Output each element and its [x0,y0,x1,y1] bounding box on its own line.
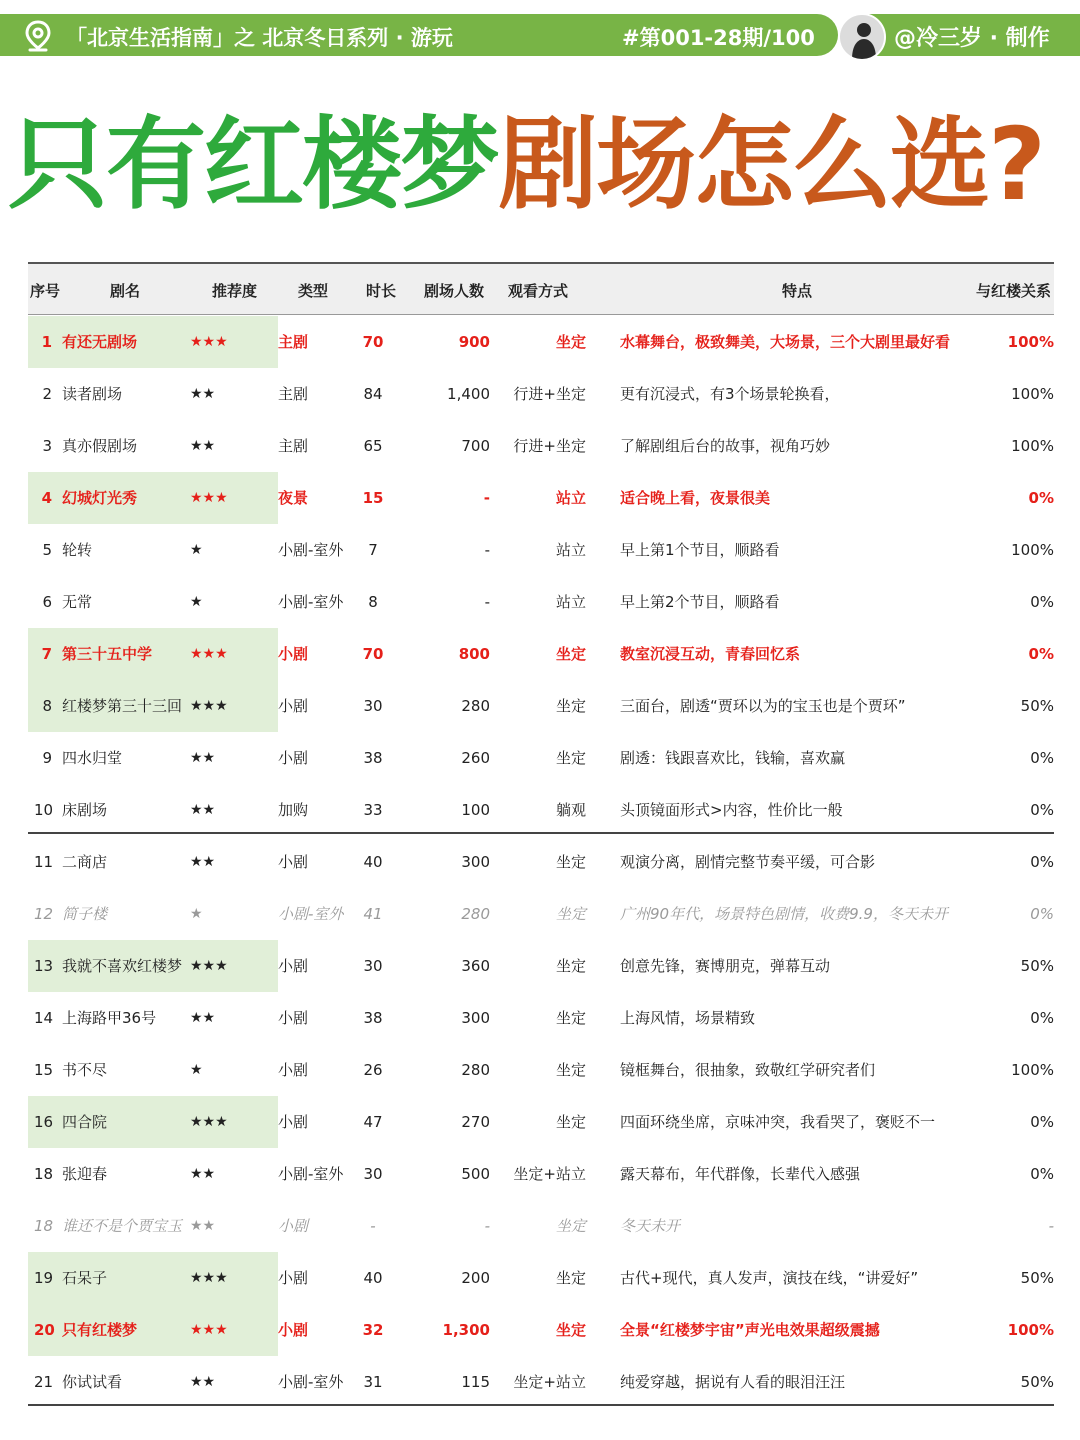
row-watch: 坐定 [555,957,586,975]
row-audience: 700 [461,437,490,455]
row-type: 小剧 [278,749,309,767]
row-number: 2 [42,385,52,403]
row-audience: 280 [461,697,490,715]
row-name: 石呆子 [62,1269,108,1287]
row-relation: 100% [1007,333,1054,351]
row-audience: 280 [461,1061,490,1079]
row-feature: 镜框舞台，很抽象，致敬红学研究者们 [620,1061,876,1079]
table-row [28,524,1054,576]
row-relation: 50% [1020,1373,1054,1391]
row-feature: 早上第2个节目，顺路看 [620,593,780,611]
row-watch: 坐定 [555,697,586,715]
row-name: 轮转 [62,541,93,559]
row-duration: 70 [362,333,384,351]
row-watch: 站立 [555,489,586,507]
table-row [28,472,1054,524]
header-audience: 剧场人数 [424,282,485,300]
row-name: 红楼梦第三十三回 [62,697,183,715]
row-feature: 早上第1个节目，顺路看 [620,541,780,559]
row-audience: 260 [461,749,490,767]
row-relation: 0% [1030,593,1054,611]
table-row [28,420,1054,472]
table-row [28,1356,1054,1408]
header-relation: 与红楼关系 [976,282,1052,300]
row-stars: ★ [190,542,203,558]
row-duration: 40 [363,1269,383,1287]
row-audience: 1,300 [442,1321,490,1339]
table-row [28,628,1054,680]
row-type: 主剧 [278,333,309,351]
row-watch: 站立 [555,541,586,559]
row-number: 4 [41,489,52,507]
row-duration: 38 [363,749,383,767]
row-feature: 广州90年代，场景特色剧情，收费9.9，冬天未开 [620,905,948,923]
row-audience: 360 [461,957,490,975]
row-duration: 40 [363,853,383,871]
row-relation: 0% [1030,749,1054,767]
row-relation: 100% [1007,1321,1054,1339]
title-part-orange: 剧场怎么选? [498,106,1045,223]
row-name: 床剧场 [62,801,108,819]
row-duration: 31 [363,1373,383,1391]
avatar [838,13,886,61]
row-relation: 0% [1030,905,1054,923]
row-stars: ★★ [190,1166,216,1182]
row-number: 6 [42,593,52,611]
row-name: 谁还不是个贾宝玉 [62,1217,183,1235]
row-name: 张迎春 [62,1165,108,1183]
table-row [28,784,1054,836]
section-divider [28,832,1054,834]
row-audience: 115 [461,1373,490,1391]
row-number: 18 [34,1165,54,1183]
location-pin-icon [24,20,52,52]
row-type: 小剧 [278,1061,309,1079]
row-relation: 0% [1030,853,1054,871]
row-type: 主剧 [278,437,309,455]
row-type: 小剧 [278,1269,309,1287]
row-audience: 300 [461,853,490,871]
row-relation: 100% [1011,541,1054,559]
table-row [28,680,1054,732]
header-watch: 观看方式 [508,282,569,300]
row-feature: 头顶镜面形式>内容，性价比一般 [620,801,843,819]
table-row [28,992,1054,1044]
row-type: 小剧-室外 [278,1373,344,1391]
row-stars: ★★ [190,802,216,818]
row-stars: ★ [190,906,203,922]
row-type: 主剧 [278,385,309,403]
row-stars: ★★ [190,1374,216,1390]
table-row [28,316,1054,368]
row-watch: 坐定+站立 [513,1373,586,1391]
row-number: 18 [34,1217,54,1235]
row-feature: 了解剧组后台的故事，视角巧妙 [620,437,831,455]
row-type: 小剧 [278,1009,309,1027]
row-watch: 坐定 [555,333,586,351]
row-audience: 100 [461,801,490,819]
row-number: 14 [34,1009,54,1027]
row-relation: 0% [1028,489,1054,507]
row-number: 21 [34,1373,54,1391]
row-feature: 古代+现代，真人发声，演技在线，“讲爱好” [620,1269,919,1287]
row-duration: 30 [363,957,383,975]
table-row [28,836,1054,888]
author-credit: @冷三岁 · 制作 [894,26,1050,51]
page-title [8,100,1044,230]
row-number: 20 [34,1321,55,1339]
row-stars: ★★★ [190,646,228,662]
row-type: 小剧 [278,1321,309,1339]
row-stars: ★★★ [190,490,228,506]
row-duration: 26 [363,1061,383,1079]
row-stars: ★★★ [190,958,228,974]
header-type: 类型 [298,282,329,300]
table-row [28,1044,1054,1096]
row-number: 9 [42,749,52,767]
row-duration: 84 [363,385,383,403]
row-type: 小剧-室外 [278,541,344,559]
table-row [28,1096,1054,1148]
row-watch: 坐定 [555,1113,586,1131]
row-watch: 坐定 [555,853,586,871]
row-name: 书不尽 [62,1061,108,1079]
header-rule [28,314,1054,315]
row-name: 第三十五中学 [62,645,153,663]
row-type: 小剧 [278,645,309,663]
row-duration: - [370,1217,376,1235]
header-num: 序号 [30,282,61,300]
row-name: 真亦假剧场 [62,437,138,455]
row-feature: 水幕舞台，极致舞美，大场景，三个大剧里最好看 [620,333,951,351]
row-duration: 30 [363,1165,383,1183]
row-feature: 全景“红楼梦宇宙”声光电效果超级震撼 [620,1321,880,1339]
row-stars: ★ [190,594,203,610]
row-duration: 15 [362,489,384,507]
row-audience: 1,400 [447,385,490,403]
row-number: 11 [34,853,54,871]
row-watch: 躺观 [555,801,586,819]
table-row [28,1252,1054,1304]
row-duration: 38 [363,1009,383,1027]
row-duration: 7 [368,541,378,559]
title-part-green: 只有红楼梦 [8,106,498,223]
row-watch: 坐定 [555,905,586,923]
row-watch: 坐定 [555,1061,586,1079]
row-audience: 800 [458,645,490,663]
row-duration: 70 [362,645,384,663]
row-relation: 0% [1030,1009,1054,1027]
row-feature: 露天幕布，年代群像，长辈代入感强 [620,1165,861,1183]
row-watch: 坐定 [555,749,586,767]
row-feature: 剧透：钱跟喜欢比，钱输，喜欢赢 [620,749,846,767]
row-relation: 50% [1020,957,1054,975]
row-name: 读者剧场 [62,385,123,403]
row-relation: 50% [1020,1269,1054,1287]
row-audience: 280 [461,905,490,923]
table-row [28,732,1054,784]
row-type: 小剧 [278,697,309,715]
row-stars: ★★★ [190,1322,228,1338]
row-number: 13 [34,957,54,975]
row-relation: 100% [1011,385,1054,403]
row-stars: ★★★ [190,1270,228,1286]
row-number: 15 [34,1061,54,1079]
row-feature: 创意先锋，赛博朋克，弹幕互动 [620,957,831,975]
row-relation: 100% [1011,437,1054,455]
row-name: 只有红楼梦 [62,1321,138,1339]
row-watch: 坐定 [555,645,586,663]
row-name: 无常 [62,593,93,611]
row-stars: ★★ [190,386,216,402]
table-row [28,368,1054,420]
row-number: 10 [34,801,54,819]
row-number: 5 [42,541,52,559]
row-feature: 四面环绕坐席，京味冲突，我看哭了，褒贬不一 [620,1113,936,1131]
header-name: 剧名 [110,282,141,300]
row-audience: 200 [461,1269,490,1287]
row-audience: - [484,541,490,559]
row-watch: 坐定 [555,1321,586,1339]
row-watch: 坐定 [555,1009,586,1027]
row-relation: 0% [1030,1113,1054,1131]
table-bottom-rule [28,1404,1054,1406]
row-watch: 坐定+站立 [513,1165,586,1183]
row-audience: 270 [461,1113,490,1131]
row-audience: - [484,1217,490,1235]
series-title: 「北京生活指南」之 北京冬日系列 · 游玩 [66,26,453,50]
row-name: 上海路甲36号 [62,1009,157,1027]
row-number: 8 [42,697,52,715]
row-duration: 33 [363,801,383,819]
row-number: 16 [34,1113,54,1131]
row-stars: ★★ [190,854,216,870]
row-type: 小剧 [278,1113,309,1131]
row-feature: 上海风情，场景精致 [620,1009,756,1027]
row-name: 四水归堂 [62,749,123,767]
row-watch: 坐定 [555,1269,586,1287]
row-feature: 更有沉浸式，有3个场景轮换看， [620,385,840,403]
row-name: 你试试看 [62,1373,123,1391]
table-row [28,1304,1054,1356]
row-type: 小剧 [278,957,309,975]
row-feature: 教室沉浸互动，青春回忆系 [620,645,801,663]
row-audience: - [483,489,490,507]
row-watch: 行进+坐定 [513,437,586,455]
row-watch: 坐定 [555,1217,586,1235]
table-row [28,1200,1054,1252]
row-number: 7 [41,645,52,663]
issue-number: #第001-28期/100 [622,26,815,50]
table-row [28,888,1054,940]
row-name: 幻城灯光秀 [62,489,138,507]
row-feature: 观演分离，剧情完整节奏平缓，可合影 [620,853,876,871]
row-type: 小剧-室外 [278,593,344,611]
row-type: 小剧-室外 [278,1165,344,1183]
header-stars: 推荐度 [212,282,258,300]
row-feature: 三面台，剧透“贾环以为的宝玉也是个贾环” [620,697,906,715]
row-watch: 站立 [555,593,586,611]
row-type: 小剧 [278,853,309,871]
row-stars: ★★ [190,1010,216,1026]
row-audience: - [484,593,490,611]
row-type: 夜景 [278,489,309,507]
row-feature: 纯爱穿越，据说有人看的眼泪汪汪 [620,1373,846,1391]
row-audience: 500 [461,1165,490,1183]
row-name: 有还无剧场 [62,333,138,351]
row-name: 我就不喜欢红楼梦 [62,957,183,975]
row-audience: 900 [458,333,490,351]
row-duration: 8 [368,593,378,611]
row-relation: - [1048,1217,1054,1235]
row-relation: 0% [1028,645,1054,663]
row-feature: 适合晚上看，夜景很美 [620,489,771,507]
row-duration: 32 [362,1321,384,1339]
row-number: 1 [41,333,52,351]
row-stars: ★★★ [190,334,228,350]
row-duration: 47 [363,1113,383,1131]
row-number: 12 [34,905,54,923]
row-duration: 30 [363,697,383,715]
row-stars: ★★ [190,750,216,766]
row-audience: 300 [461,1009,490,1027]
row-stars: ★★★ [190,698,228,714]
header-duration: 时长 [366,282,397,300]
header-feature: 特点 [782,282,813,300]
row-duration: 41 [363,905,383,923]
row-relation: 0% [1030,1165,1054,1183]
row-name: 四合院 [62,1113,108,1131]
row-relation: 50% [1020,697,1054,715]
table-row [28,576,1054,628]
row-stars: ★★ [190,1218,216,1234]
row-stars: ★★★ [190,1114,228,1130]
row-relation: 0% [1030,801,1054,819]
row-type: 小剧 [278,1217,309,1235]
row-type: 小剧-室外 [278,905,344,923]
row-duration: 65 [363,437,383,455]
row-name: 简子楼 [62,905,108,923]
row-relation: 100% [1011,1061,1054,1079]
row-number: 19 [34,1269,54,1287]
row-watch: 行进+坐定 [513,385,586,403]
row-stars: ★★ [190,438,216,454]
table-row [28,940,1054,992]
row-number: 3 [42,437,52,455]
table-row [28,1148,1054,1200]
row-stars: ★ [190,1062,203,1078]
row-feature: 冬天未开 [620,1217,681,1235]
row-name: 二商店 [62,853,108,871]
row-type: 加购 [278,801,309,819]
